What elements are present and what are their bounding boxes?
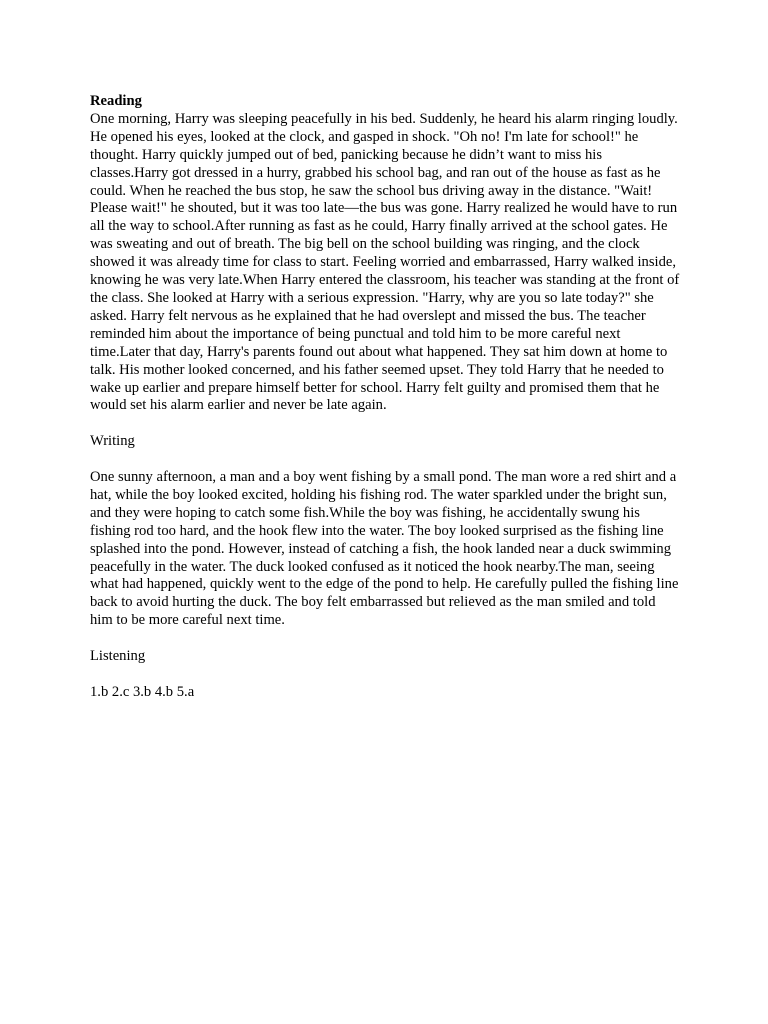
listening-heading: Listening [90, 648, 146, 665]
listening-answers: 1.b 2.c 3.b 4.b 5.a [90, 683, 195, 700]
spacer [90, 451, 680, 469]
document-page [90, 93, 680, 702]
spacer [90, 630, 680, 648]
reading-heading: Reading [90, 93, 142, 109]
spacer [90, 666, 680, 684]
spacer [90, 415, 680, 433]
reading-body: One morning, Harry was sleeping peacefully in his bed. Suddenly, he heard his alarm ringing loudly. He opened his eyes, looked at the clock, and gasped in shock. "Oh no! I'm late for school!" he thought. Harry quickly jumped out of bed, panicking because he didn’t want to miss his classes.Harry got dressed in a hurry, grabbed his school bag, and ran out of the house as fast as he could. When he reached the bus stop, he saw the school bus driving away in the distance. "Wait! Please wait!" he shouted, but it was too late—the bus was gone. Harry realized he would have to run all the way to school.After running as fast as he could, Harry finally arrived at the school gates. He was sweating and out of breath. The big bell on the school building was ringing, and the clock showed it was already time for class to start. Feeling worried and embarrassed, Harry walked inside, knowing he was very late.When Harry entered the classroom, his teacher was standing at the front of the class. She looked at Harry with a serious expression. "Harry, why are you so late today?" she asked. Harry felt nervous as he explained that he had overslept and missed the bus. The teacher reminded him about the importance of being punctual and told him to be more careful next time.Later that day, Harry's parents found out about what happened. They sat him down at home to talk. His mother looked concerned, and his father seemed upset. They told Harry that he needed to wake up earlier and prepare himself better for school. Harry felt guilty and promised them that he would set his alarm earlier and never be late again. [90, 110, 680, 414]
writing-body: One sunny afternoon, a man and a boy went fishing by a small pond. The man wore a red shirt and a hat, while the boy looked excited, holding his fishing rod. The water sparkled under the bright sun, and they were hoping to catch some fish.While the boy was fishing, he accidentally swung his fishing rod too hard, and the hook flew into the water. The boy looked surprised as the fishing line splashed into the pond. However, instead of catching a fish, the hook landed near a duck swimming peacefully in the water. The duck looked confused as it noticed the hook nearby.The man, seeing what had happened, quickly went to the edge of the pond to help. He carefully pulled the fishing line back to avoid hurting the duck. The boy felt embarrassed but relieved as the man smiled and told him to be more careful next time. [90, 469, 679, 629]
writing-heading: Writing [90, 433, 135, 450]
